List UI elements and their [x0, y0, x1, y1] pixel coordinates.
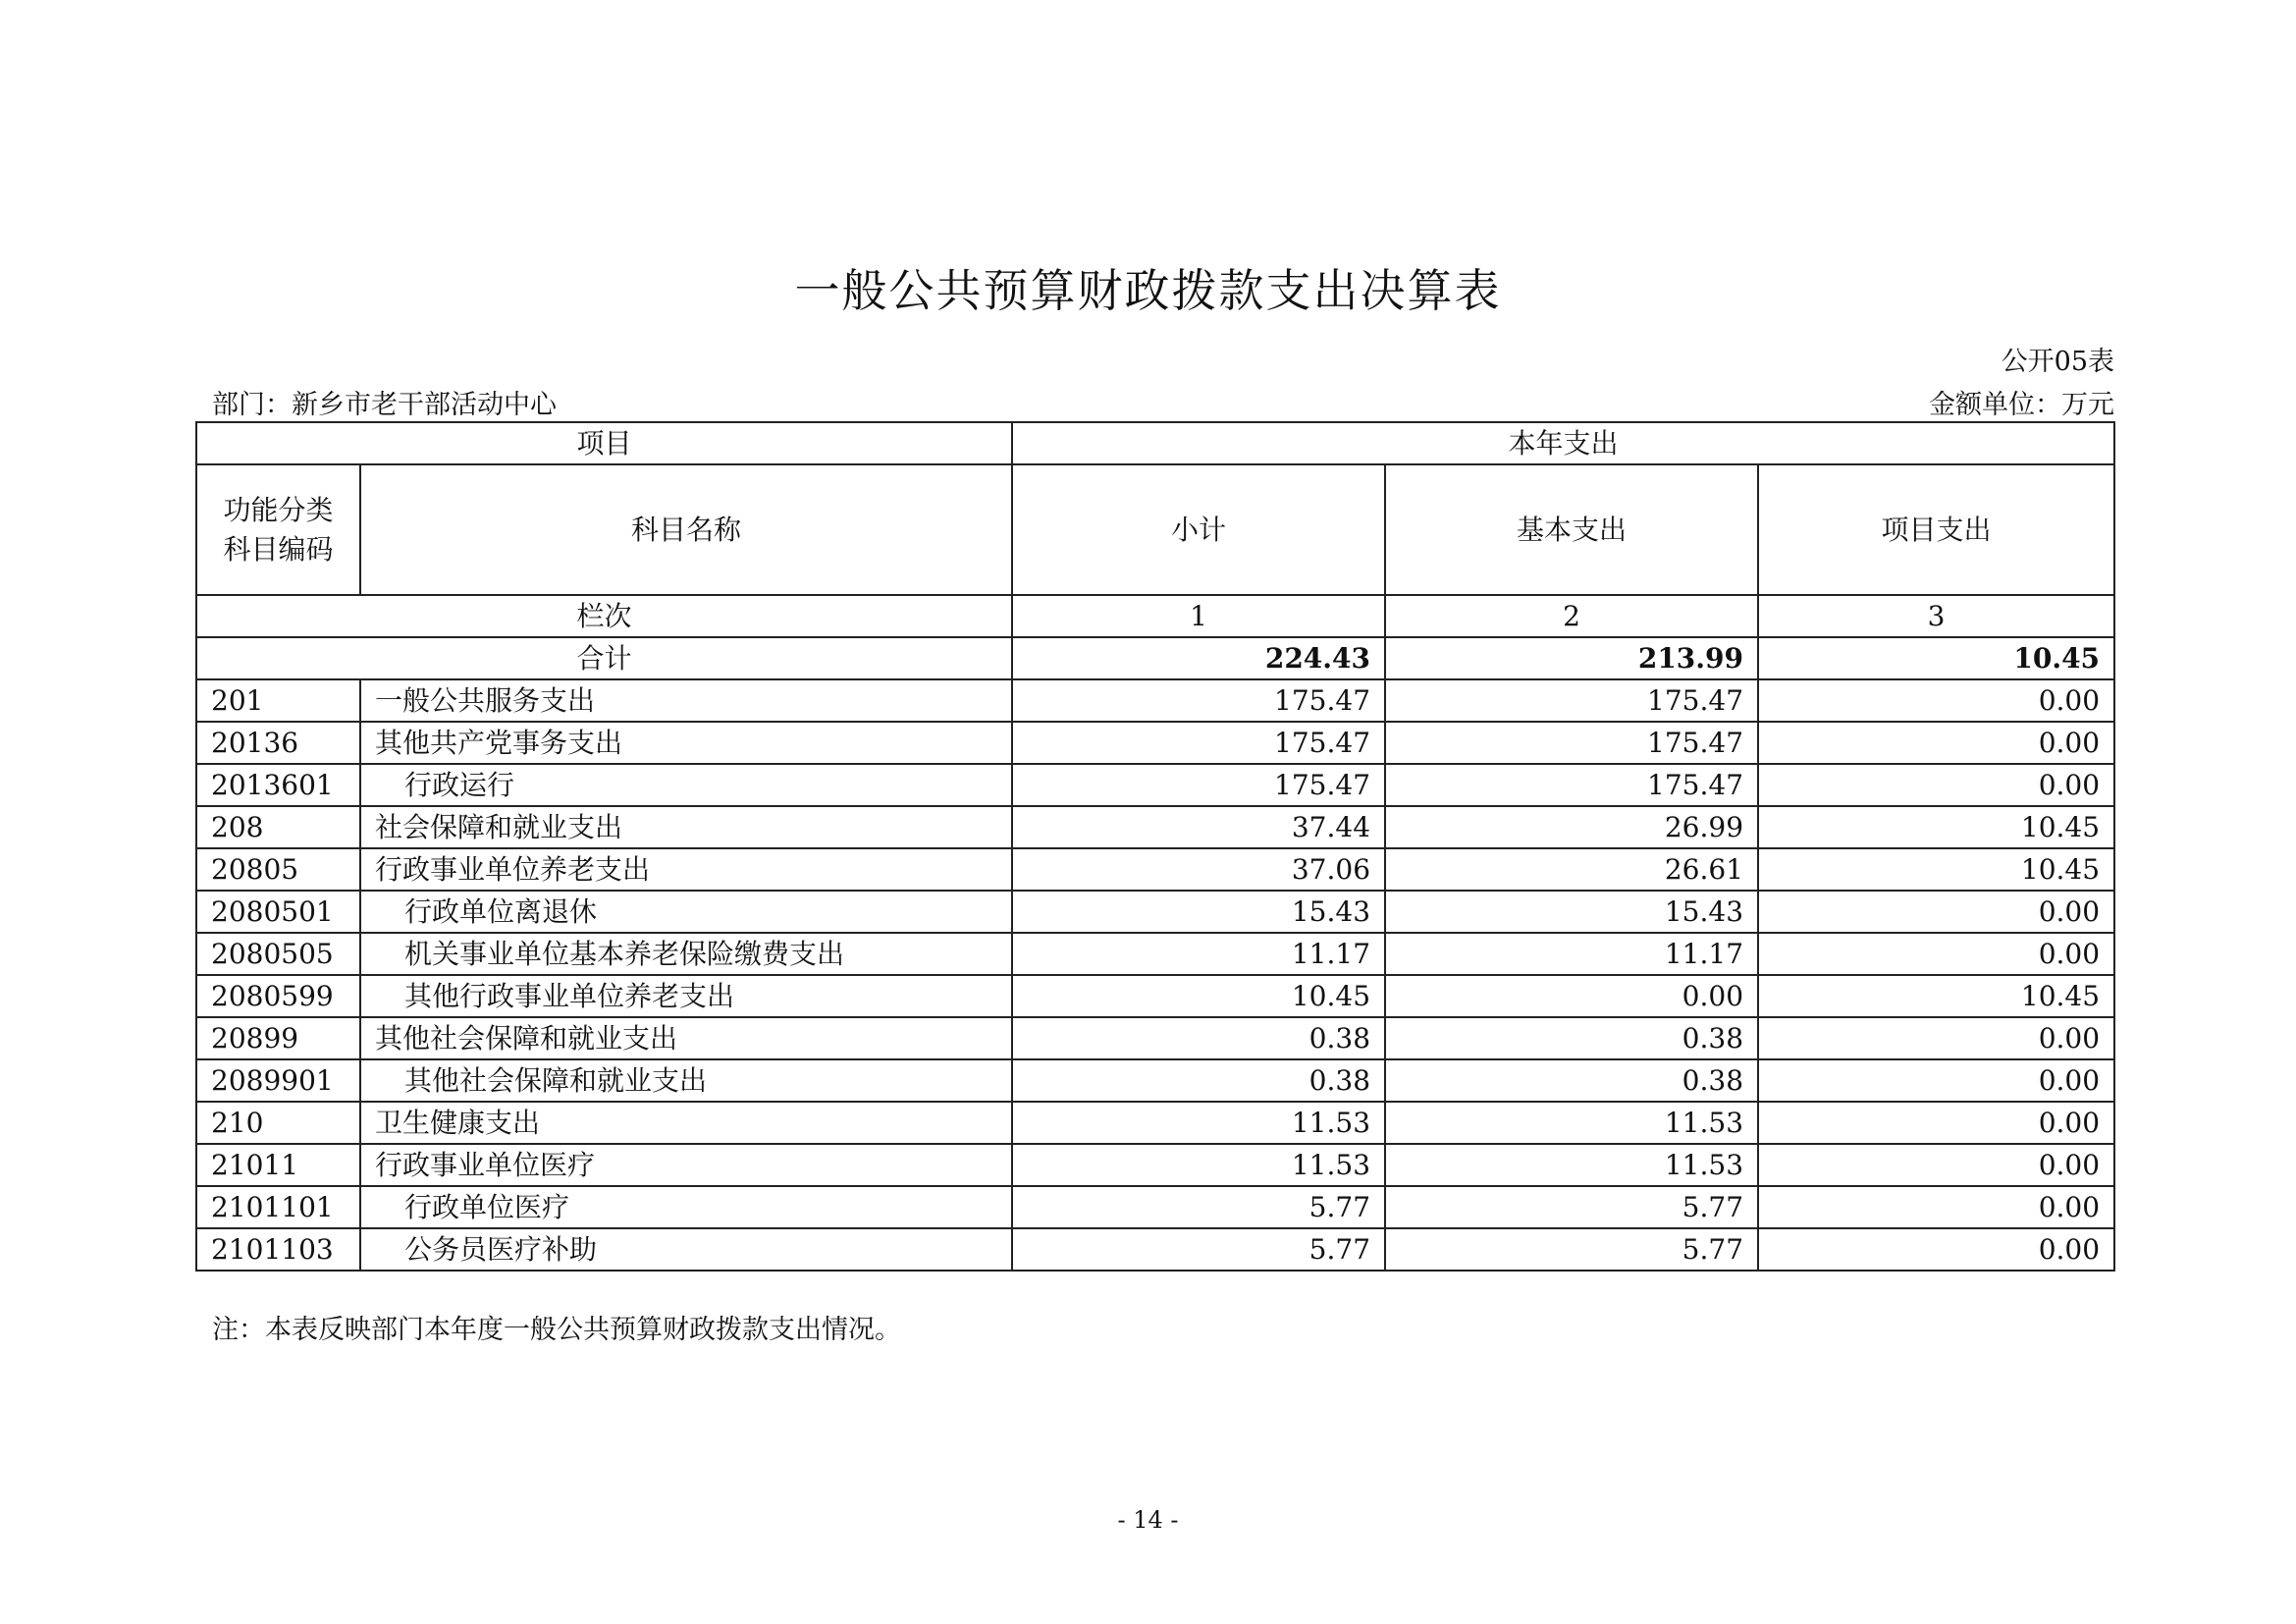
row-subtotal: 37.06	[1012, 848, 1385, 891]
row-basic: 5.77	[1385, 1186, 1758, 1228]
row-basic: 11.17	[1385, 933, 1758, 975]
row-name: 卫生健康支出	[360, 1102, 1012, 1144]
table-note: 注：本表反映部门本年度一般公共预算财政拨款支出情况。	[212, 1315, 901, 1345]
row-code: 201	[196, 679, 360, 722]
table-row	[196, 764, 2114, 806]
row-name: 其他行政事业单位养老支出	[360, 975, 1012, 1017]
column-3: 3	[1758, 595, 2114, 637]
row-subtotal: 11.53	[1012, 1144, 1385, 1186]
table-row	[196, 848, 2114, 891]
row-subtotal: 37.44	[1012, 806, 1385, 848]
row-project: 0.00	[1758, 1017, 2114, 1059]
table-row	[196, 933, 2114, 975]
row-basic: 26.61	[1385, 848, 1758, 891]
row-code: 2101101	[196, 1186, 360, 1228]
row-name: 行政运行	[360, 764, 1012, 806]
table-row	[196, 1059, 2114, 1102]
row-subtotal: 175.47	[1012, 679, 1385, 722]
row-code: 210	[196, 1102, 360, 1144]
row-subtotal: 5.77	[1012, 1228, 1385, 1271]
row-basic: 11.53	[1385, 1102, 1758, 1144]
page-title: 一般公共预算财政拨款支出决算表	[794, 264, 1502, 317]
header-code: 功能分类 科目编码	[196, 464, 360, 595]
table-row	[196, 679, 2114, 722]
row-name: 机关事业单位基本养老保险缴费支出	[360, 933, 1012, 975]
row-project: 0.00	[1758, 1144, 2114, 1186]
row-name: 行政事业单位医疗	[360, 1144, 1012, 1186]
header-row-1	[196, 422, 2114, 464]
row-name: 其他共产党事务支出	[360, 722, 1012, 764]
row-basic: 175.47	[1385, 722, 1758, 764]
header-basic: 基本支出	[1385, 464, 1758, 595]
row-name: 行政事业单位养老支出	[360, 848, 1012, 891]
row-basic: 0.38	[1385, 1059, 1758, 1102]
row-code: 20136	[196, 722, 360, 764]
total-label: 合计	[196, 637, 1012, 679]
row-basic: 175.47	[1385, 764, 1758, 806]
row-code: 2080505	[196, 933, 360, 975]
row-basic: 26.99	[1385, 806, 1758, 848]
row-project: 10.45	[1758, 806, 2114, 848]
row-subtotal: 11.17	[1012, 933, 1385, 975]
total-project: 10.45	[1758, 637, 2114, 679]
table-row	[196, 1228, 2114, 1271]
row-basic: 15.43	[1385, 891, 1758, 933]
department-label: 部门：新乡市老干部活动中心	[212, 390, 557, 420]
row-code: 20805	[196, 848, 360, 891]
row-project: 10.45	[1758, 975, 2114, 1017]
row-project: 0.00	[1758, 1102, 2114, 1144]
row-basic: 175.47	[1385, 679, 1758, 722]
row-basic: 0.38	[1385, 1017, 1758, 1059]
row-name: 公务员医疗补助	[360, 1228, 1012, 1271]
row-name: 其他社会保障和就业支出	[360, 1059, 1012, 1102]
row-code: 2089901	[196, 1059, 360, 1102]
table-row	[196, 1102, 2114, 1144]
table-row	[196, 722, 2114, 764]
table-row	[196, 1186, 2114, 1228]
header-project-expense: 项目支出	[1758, 464, 2114, 595]
row-subtotal: 175.47	[1012, 764, 1385, 806]
row-code: 21011	[196, 1144, 360, 1186]
row-project: 0.00	[1758, 891, 2114, 933]
page-number: - 14 -	[1117, 1506, 1179, 1534]
row-project: 0.00	[1758, 1228, 2114, 1271]
table-row	[196, 806, 2114, 848]
header-name: 科目名称	[360, 464, 1012, 595]
row-name: 其他社会保障和就业支出	[360, 1017, 1012, 1059]
row-name: 行政单位医疗	[360, 1186, 1012, 1228]
row-project: 0.00	[1758, 764, 2114, 806]
row-code: 2080501	[196, 891, 360, 933]
row-subtotal: 0.38	[1012, 1017, 1385, 1059]
row-basic: 11.53	[1385, 1144, 1758, 1186]
row-subtotal: 175.47	[1012, 722, 1385, 764]
total-subtotal: 224.43	[1012, 637, 1385, 679]
row-subtotal: 15.43	[1012, 891, 1385, 933]
row-name: 社会保障和就业支出	[360, 806, 1012, 848]
header-project: 项目	[196, 422, 1012, 464]
total-row	[196, 637, 2114, 679]
row-code: 2013601	[196, 764, 360, 806]
total-basic: 213.99	[1385, 637, 1758, 679]
row-project: 10.45	[1758, 848, 2114, 891]
row-name: 一般公共服务支出	[360, 679, 1012, 722]
header-subtotal: 小计	[1012, 464, 1385, 595]
row-code: 20899	[196, 1017, 360, 1059]
expenditure-table	[195, 421, 2115, 1272]
row-subtotal: 0.38	[1012, 1059, 1385, 1102]
row-code: 208	[196, 806, 360, 848]
row-subtotal: 11.53	[1012, 1102, 1385, 1144]
table-row	[196, 1144, 2114, 1186]
row-project: 0.00	[1758, 1186, 2114, 1228]
table-row	[196, 975, 2114, 1017]
row-project: 0.00	[1758, 722, 2114, 764]
row-code: 2101103	[196, 1228, 360, 1271]
form-code: 公开05表	[2001, 347, 2114, 377]
header-row-2	[196, 464, 2114, 595]
table-row	[196, 891, 2114, 933]
row-subtotal: 10.45	[1012, 975, 1385, 1017]
row-project: 0.00	[1758, 1059, 2114, 1102]
amount-unit-label: 金额单位：万元	[1929, 390, 2114, 420]
row-basic: 0.00	[1385, 975, 1758, 1017]
row-basic: 5.77	[1385, 1228, 1758, 1271]
column-2: 2	[1385, 595, 1758, 637]
row-code: 2080599	[196, 975, 360, 1017]
row-project: 0.00	[1758, 933, 2114, 975]
table-row	[196, 1017, 2114, 1059]
row-name: 行政单位离退休	[360, 891, 1012, 933]
row-subtotal: 5.77	[1012, 1186, 1385, 1228]
column-index-row	[196, 595, 2114, 637]
column-label: 栏次	[196, 595, 1012, 637]
row-project: 0.00	[1758, 679, 2114, 722]
header-current-year: 本年支出	[1012, 422, 2114, 464]
column-1: 1	[1012, 595, 1385, 637]
